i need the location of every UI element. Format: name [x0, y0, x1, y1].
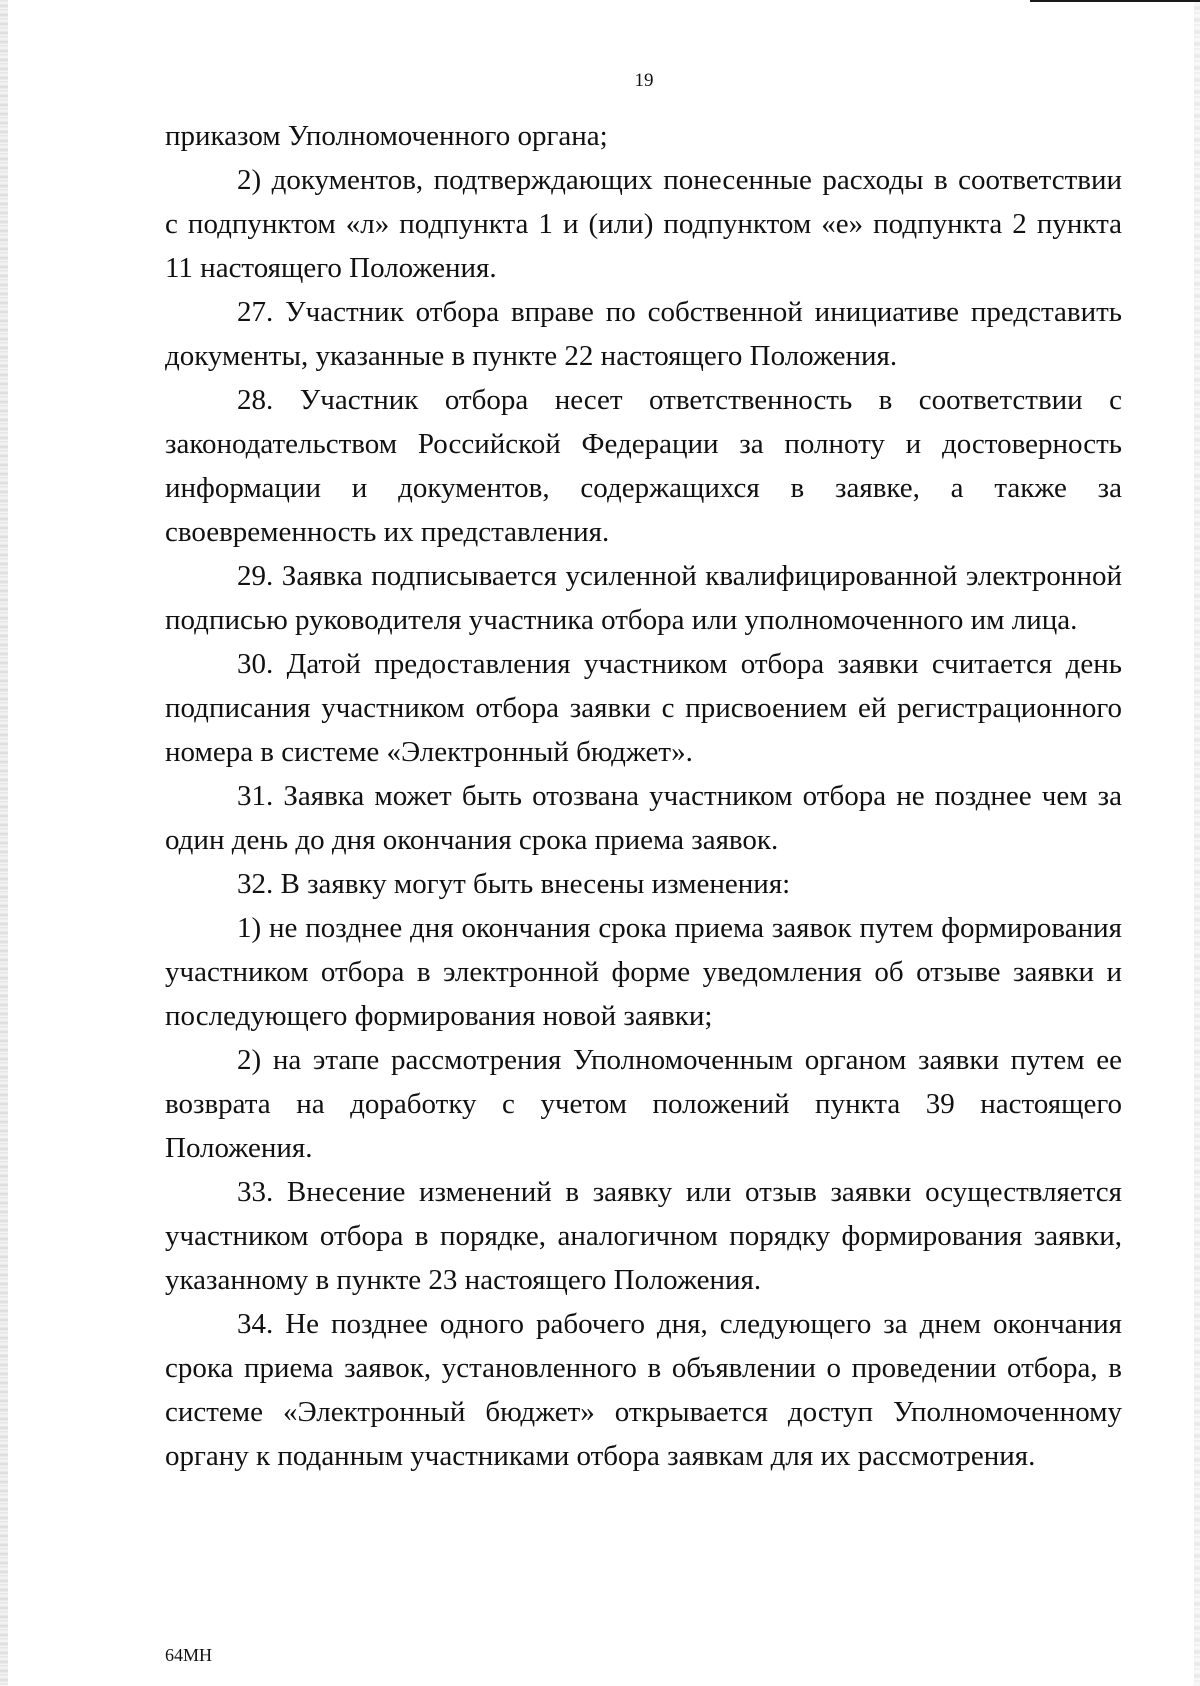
paragraph: 28. Участник отбора несет ответственность в соответствии с законодательством Российской Федерации за полноту и достоверность информации и документов, содержащихся в заявке, а также за своевременность их представления.: [165, 384, 1122, 548]
paragraph: 1) не позднее дня окончания срока приема заявок путем формирования участником отбора в электронной форме уведомления об отзыве заявки и последующего формирования новой заявки;: [165, 912, 1122, 1032]
paragraph: 30. Датой предоставления участником отбора заявки считается день подписания участником отбора заявки с присвоением ей регистрационного номера в системе «Электронный бюджет».: [165, 648, 1122, 768]
paragraph: 29. Заявка подписывается усиленной квалифицированной электронной подписью руководителя участника отбора или уполномоченного им лица.: [165, 560, 1122, 636]
paragraph: 27. Участник отбора вправе по собственной инициативе представить документы, указанные в пункте 22 настоящего Положения.: [165, 296, 1122, 372]
document-body: [165, 114, 1122, 1478]
corner-mark: [1030, 0, 1200, 8]
paragraph: 32. В заявку могут быть внесены изменения:: [237, 868, 791, 900]
paragraph: приказом Уполномоченного органа;: [165, 120, 608, 152]
paragraph: 34. Не позднее одного рабочего дня, следующего за днем окончания срока приема заявок, установленного в объявлении о проведении отбора, в системе «Электронный бюджет» открывается доступ Уполномоченному органу к поданным участниками отбора заявкам для их рассмотрения.: [165, 1308, 1122, 1472]
page-number: 19: [634, 70, 654, 91]
paragraph: 31. Заявка может быть отозвана участником отбора не позднее чем за один день до дня окончания срока приема заявок.: [165, 780, 1122, 856]
paragraph: 2) документов, подтверждающих понесенные расходы в соответствии с подпунктом «л» подпункта 1 и (или) подпунктом «е» подпункта 2 пункта 11 настоящего Положения.: [165, 164, 1122, 284]
footer-code: 64МН: [165, 1645, 213, 1665]
paragraph: 33. Внесение изменений в заявку или отзыв заявки осуществляется участником отбора в порядке, аналогичном порядку формирования заявки, указанному в пункте 23 настоящего Положения.: [165, 1176, 1122, 1296]
paragraph: 2) на этапе рассмотрения Уполномоченным органом заявки путем ее возврата на доработку с учетом положений пункта 39 настоящего Положения.: [165, 1044, 1122, 1164]
scan-edge-left: [0, 0, 8, 1686]
scan-edge-right: [1194, 0, 1200, 1686]
